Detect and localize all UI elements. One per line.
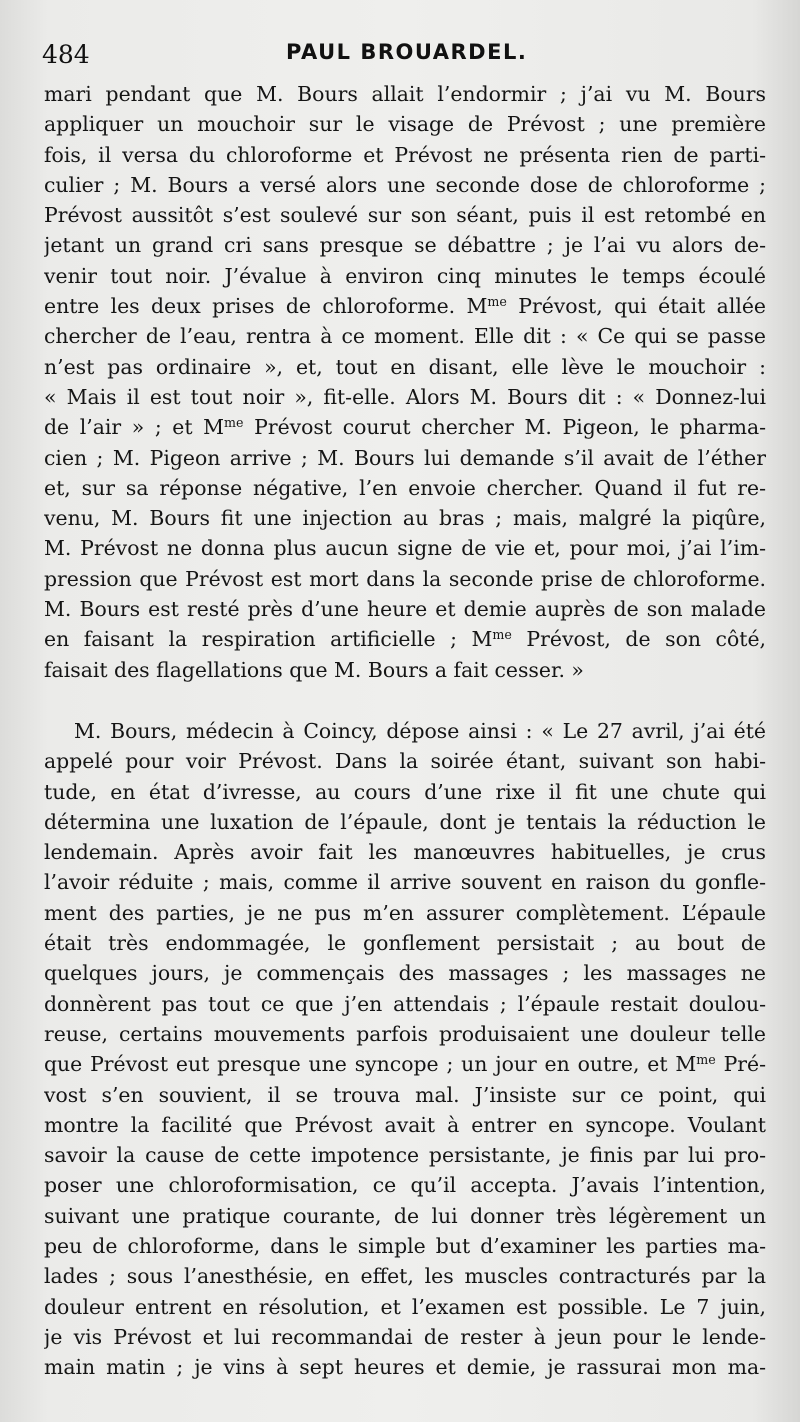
- text-line: je vis Prévost et lui recommandai de rester à jeun pour le lende-: [44, 1324, 766, 1349]
- text-line: appliquer un mouchoir sur le visage de Prévost ; une première: [44, 112, 766, 137]
- text-line: appelé pour voir Prévost. Dans la soirée étant, suivant son habi-: [44, 749, 766, 774]
- text-line: douleur entrent en résolution, et l’examen est possible. Le 7 juin,: [44, 1294, 766, 1319]
- text-line: tude, en état d’ivresse, au cours d’une rixe il fit une chute qui: [44, 779, 766, 804]
- paragraph-bours-deposition: [44, 716, 766, 1383]
- text-line: ment des parties, je ne pus m’en assurer complètement. L’épaule: [44, 900, 766, 925]
- text-line: n’est pas ordinaire », et, tout en disant, elle lève le mouchoir :: [44, 354, 766, 379]
- paragraph-testimony-continued: [44, 79, 766, 685]
- text-line: entre les deux prises de chloroforme. $M^{me}$ Prévost, qui était allée: [44, 294, 766, 319]
- text-line: lades ; sous l’anesthésie, en effet, les muscles contracturés par la: [44, 1264, 766, 1289]
- text-line: jetant un grand cri sans presque se débattre ; je l’ai vu alors de-: [44, 233, 766, 258]
- text-line: donnèrent pas tout ce que j’en attendais ; l’épaule restait doulou-: [44, 991, 766, 1016]
- text-line: savoir la cause de cette impotence persistante, je finis par lui pro-: [44, 1143, 766, 1168]
- text-line: en faisant la respiration artificielle ; $M^{me}$ Prévost, de son côté,: [44, 627, 766, 652]
- text-line: était très endommagée, le gonflement persistait ; au bout de: [44, 931, 766, 956]
- text-line: Prévost aussitôt s’est soulevé sur son séant, puis il est retombé en: [44, 203, 766, 228]
- paragraph-gap: [44, 685, 766, 716]
- text-line: main matin ; je vins à sept heures et demie, je rassurai mon ma-: [44, 1355, 766, 1380]
- text-line: M. Prévost ne donna plus aucun signe de vie et, pour moi, j’ai l’im-: [44, 536, 766, 561]
- page-number: 484: [42, 40, 90, 69]
- text-line: faisait des flagellations que M. Bours a fait cesser. »: [44, 657, 584, 682]
- text-line: détermina une luxation de l’épaule, dont je tentais la réduction le: [44, 809, 766, 834]
- text-line: reuse, certains mouvements parfois produisaient une douleur telle: [44, 1021, 766, 1046]
- text-line: peu de chloroforme, dans le simple but d’examiner les parties ma-: [44, 1233, 766, 1258]
- text-line: que Prévost eut presque une syncope ; un jour en outre, et $M^{me}$ Pré-: [44, 1052, 766, 1077]
- text-line: suivant une pratique courante, de lui donner très légèrement un: [44, 1203, 766, 1228]
- text-line: « Mais il est tout noir », fit-elle. Alors M. Bours dit : « Donnez-lui: [44, 384, 766, 409]
- text-line: pression que Prévost est mort dans la seconde prise de chloroforme.: [44, 566, 766, 591]
- text-line: venu, M. Bours fit une injection au bras ; mais, malgré la piqûre,: [44, 506, 766, 531]
- text-line: mari pendant que M. Bours allait l’endormir ; j’ai vu M. Bours: [44, 82, 766, 106]
- page-header: [42, 36, 762, 76]
- page-body: [44, 79, 766, 1382]
- text-line: cien ; M. Pigeon arrive ; M. Bours lui demande s’il avait de l’éther: [44, 445, 766, 470]
- text-line: poser une chloroformisation, ce qu’il accepta. J’avais l’intention,: [44, 1173, 766, 1198]
- text-line: chercher de l’eau, rentra à ce moment. Elle dit : « Ce qui se passe: [44, 324, 766, 349]
- text-line: venir tout noir. J’évalue à environ cinq minutes le temps écoulé: [44, 263, 766, 288]
- text-line: quelques jours, je commençais des massages ; les massages ne: [44, 961, 766, 986]
- text-line: lendemain. Après avoir fait les manœuvres habituelles, je crus: [44, 840, 766, 865]
- text-line: et, sur sa réponse négative, l’en envoie chercher. Quand il fut re-: [44, 475, 766, 500]
- text-line: de l’air » ; et $M^{me}$ Prévost courut chercher M. Pigeon, le pharma-: [44, 415, 766, 440]
- text-line: culier ; M. Bours a versé alors une seconde dose de chloroforme ;: [44, 172, 766, 197]
- text-line: montre la facilité que Prévost avait à entrer en syncope. Voulant: [44, 1112, 766, 1137]
- text-line: l’avoir réduite ; mais, comme il arrive souvent en raison du gonfle-: [44, 870, 766, 895]
- text-line: M. Bours est resté près d’une heure et demie auprès de son malade: [44, 597, 766, 622]
- text-line: vost s’en souvient, il se trouva mal. J’insiste sur ce point, qui: [44, 1082, 766, 1107]
- running-head: PAUL BROUARDEL.: [286, 40, 528, 64]
- text-line: fois, il versa du chloroforme et Prévost ne présenta rien de parti-: [44, 142, 766, 167]
- text-line: M. Bours, médecin à Coincy, dépose ainsi : « Le 27 avril, j’ai été: [74, 718, 766, 743]
